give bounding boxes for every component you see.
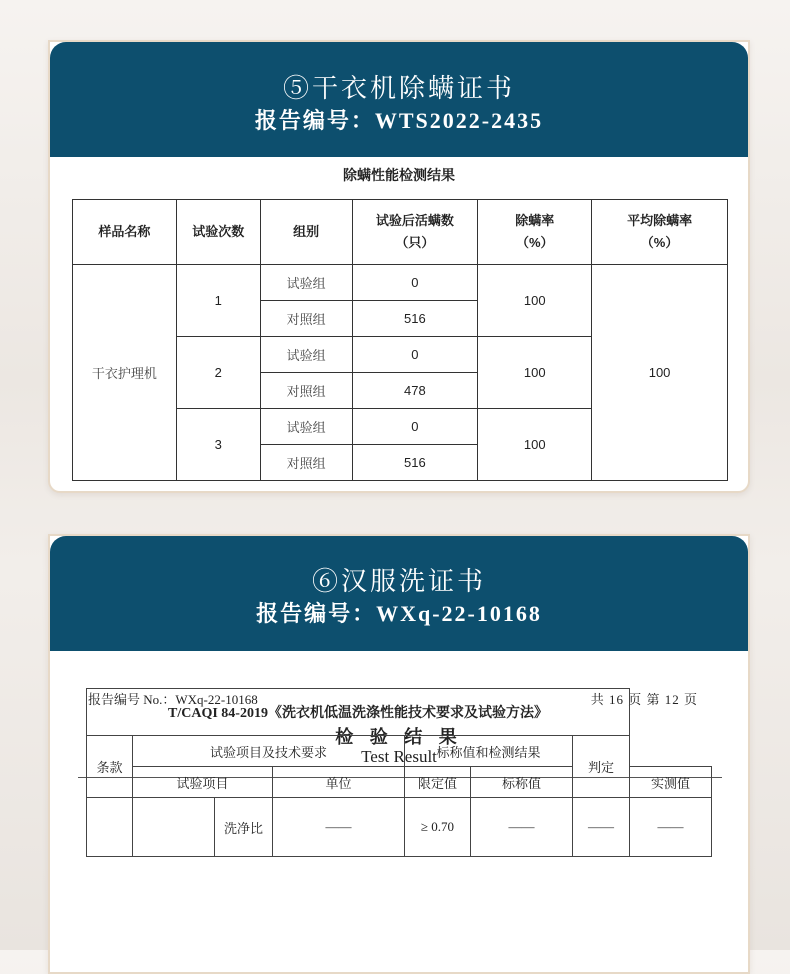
header-clause: 条款 (87, 736, 133, 798)
header-nominal: 标称值 (471, 767, 573, 798)
header-removal-rate-unit: （%） (515, 235, 554, 250)
group-cell: 对照组 (260, 445, 352, 481)
table-row (87, 736, 712, 767)
header-items-requirements: 试验项目及技术要求 (133, 736, 405, 767)
header-group: 组别 (260, 200, 352, 265)
certificate-title: ⑤干衣机除螨证书 (282, 74, 515, 103)
live-mites-cell: 516 (352, 445, 478, 481)
unit-cell: —— (273, 798, 405, 857)
header-trial-count: 试验次数 (176, 200, 260, 265)
result-title-en: Test Result (361, 747, 437, 766)
sample-name-cell: 干衣护理机 (73, 265, 177, 481)
avg-removal-rate-cell: 100 (592, 265, 728, 481)
group-cell: 对照组 (260, 301, 352, 337)
live-mites-cell: 0 (352, 337, 478, 373)
hanfu-wash-certificate (48, 534, 750, 974)
blank-cell (133, 798, 215, 857)
page-info: 共 16 页 第 12 页 (590, 692, 698, 707)
nominal-cell: —— (471, 798, 573, 857)
table-row (73, 265, 728, 301)
verdict-cell: —— (630, 798, 712, 857)
live-mites-cell: 0 (352, 409, 478, 445)
live-mites-cell: 0 (352, 265, 478, 301)
removal-rate-cell: 100 (478, 337, 592, 409)
document-report-number: 报告编号 No.：WXq-22-10168 (88, 692, 258, 707)
section-title: 除螨性能检测结果 (343, 167, 455, 183)
standard-title: T/CAQI 84-2019《洗衣机低温洗涤性能技术要求及试验方法》 (87, 689, 630, 736)
measured-cell: —— (573, 798, 630, 857)
dryer-mite-removal-certificate (48, 40, 750, 493)
header-removal-rate-label: 除螨率 (515, 213, 555, 228)
trial-number-cell: 2 (176, 337, 260, 409)
certificate-header (50, 536, 748, 651)
removal-rate-cell: 100 (478, 409, 592, 481)
report-number: 报告编号：WTS2022-2435 (254, 108, 544, 133)
header-measured: 实测值 (630, 767, 712, 798)
header-removal-rate (478, 200, 592, 265)
trial-number-cell: 1 (176, 265, 260, 337)
header-avg-removal-rate-unit: （%） (640, 235, 679, 250)
table-row (87, 689, 712, 736)
header-sample-name: 样品名称 (73, 200, 177, 265)
table-header-row (73, 200, 728, 265)
trial-number-cell: 3 (176, 409, 260, 481)
mite-removal-table (72, 199, 728, 481)
clause-cell (87, 798, 133, 857)
group-cell: 试验组 (260, 409, 352, 445)
header-avg-removal-rate-label: 平均除螨率 (627, 213, 693, 228)
certificate-title: ⑥汉服洗证书 (311, 567, 486, 596)
group-cell: 试验组 (260, 337, 352, 373)
result-title-cn: 检 验 结 果 (335, 727, 463, 747)
table-row (87, 798, 712, 857)
header-test-item: 试验项目 (133, 767, 273, 798)
header-verdict: 判定 (573, 736, 630, 798)
certificate-header (50, 42, 748, 157)
header-live-mites-unit: （只） (395, 235, 435, 250)
removal-rate-cell: 100 (478, 265, 592, 337)
test-result-table (86, 688, 712, 857)
header-unit: 单位 (273, 767, 405, 798)
header-limit: 限定值 (405, 767, 471, 798)
header-nominal-measured: 标称值和检测结果 (405, 736, 573, 767)
item-cell: 洗净比 (215, 798, 273, 857)
header-avg-removal-rate (592, 200, 728, 265)
group-cell: 对照组 (260, 373, 352, 409)
header-live-mites (352, 200, 478, 265)
header-live-mites-label: 试验后活螨数 (375, 213, 454, 228)
group-cell: 试验组 (260, 265, 352, 301)
live-mites-cell: 478 (352, 373, 478, 409)
limit-cell: ≥ 0.70 (405, 798, 471, 857)
live-mites-cell: 516 (352, 301, 478, 337)
report-number: 报告编号：WXq-22-10168 (256, 601, 542, 626)
